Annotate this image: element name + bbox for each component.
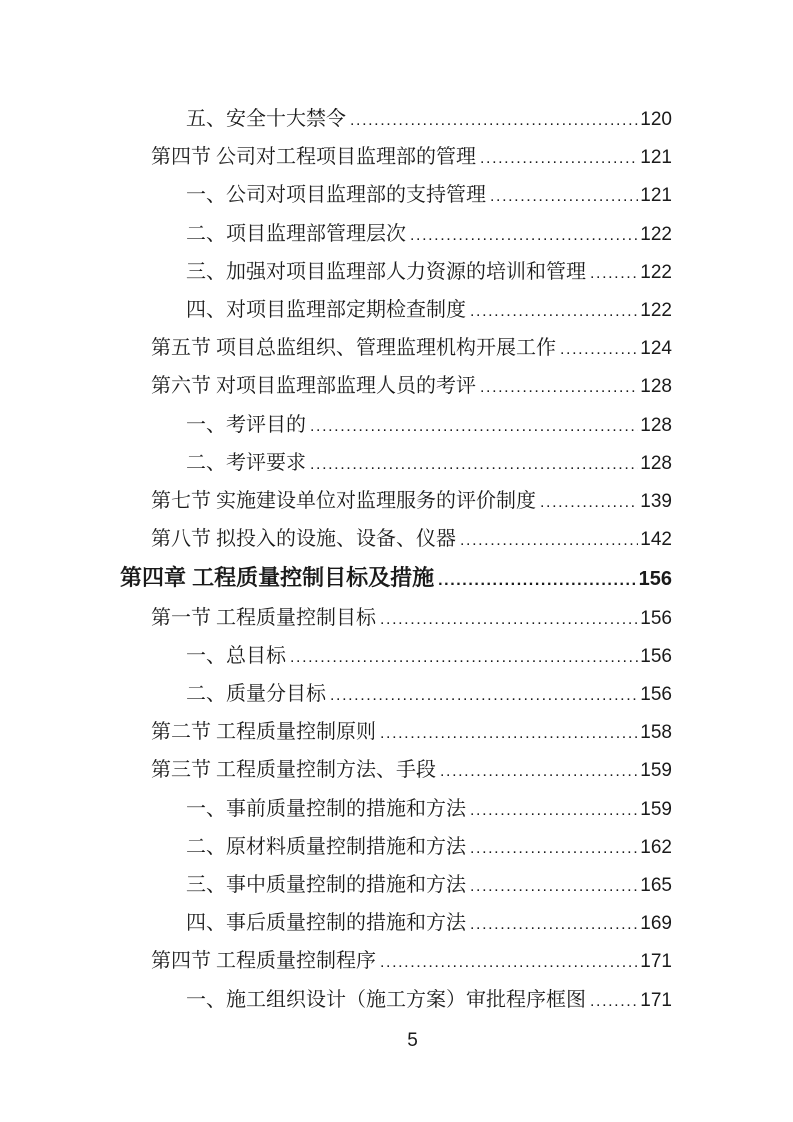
toc-entry-title: 三、事中质量控制的措施和方法	[186, 874, 466, 897]
toc-dot-leader	[380, 944, 638, 981]
toc-entry[interactable]	[186, 445, 672, 483]
toc-entry-title: 第六节 对项目监理部监理人员的考评	[151, 375, 476, 398]
toc-entry-page-number: 156	[640, 607, 672, 629]
toc-entry[interactable]	[151, 330, 672, 368]
toc-entry[interactable]	[186, 791, 672, 829]
toc-entry-title: 二、质量分目标	[186, 683, 326, 706]
toc-entry-title: 五、安全十大禁令	[186, 108, 346, 130]
toc-entry[interactable]	[151, 139, 672, 177]
toc-entry-title: 第三节 工程质量控制方法、手段	[151, 759, 436, 782]
toc-dot-leader	[540, 484, 638, 521]
toc-entry[interactable]	[120, 559, 672, 599]
toc-entry[interactable]	[151, 600, 672, 638]
toc-entry-title: 二、原材料质量控制措施和方法	[186, 835, 466, 858]
toc-dot-leader	[410, 217, 638, 254]
toc-dot-leader	[460, 522, 638, 559]
footer-page-number: 5	[407, 1030, 418, 1051]
toc-dot-leader	[380, 715, 638, 752]
toc-dot-leader	[560, 331, 638, 368]
toc-entry[interactable]	[151, 521, 672, 559]
toc-dot-leader	[310, 408, 638, 445]
toc-dot-leader	[330, 677, 638, 714]
toc-entry-page-number: 128	[640, 414, 672, 436]
toc-entry-page-number: 124	[640, 338, 672, 360]
toc-entry[interactable]	[186, 407, 672, 445]
toc-entry-title: 一、考评目的	[186, 413, 306, 436]
toc-entry[interactable]	[151, 943, 672, 981]
toc-entry-page-number: 122	[640, 300, 672, 322]
toc-entry-page-number: 162	[640, 836, 672, 858]
toc-entry-page-number: 159	[640, 798, 672, 820]
toc-dot-leader	[440, 753, 638, 790]
toc-entry-title: 四、事后质量控制的措施和方法	[186, 912, 466, 935]
toc-entry-title: 第四节 工程质量控制程序	[151, 950, 376, 973]
toc-entry-title: 第四章 工程质量控制目标及措施	[120, 565, 435, 591]
toc-entry-title: 一、公司对项目监理部的支持管理	[186, 184, 486, 207]
toc-entry-page-number: 128	[640, 452, 672, 474]
toc-entry-page-number: 156	[638, 568, 672, 591]
toc-dot-leader	[480, 140, 638, 177]
toc-entry-title: 一、施工组织设计（施工方案）审批程序框图	[186, 988, 586, 1011]
toc-dot-leader	[590, 983, 638, 1020]
toc-entry[interactable]	[151, 752, 672, 790]
toc-entry-title: 二、考评要求	[186, 451, 306, 474]
toc-entry-page-number: 139	[640, 491, 672, 513]
toc-entry-page-number: 142	[640, 529, 672, 551]
table-of-contents	[0, 101, 672, 1020]
toc-entry-page-number: 122	[640, 261, 672, 283]
toc-dot-leader	[480, 369, 638, 406]
toc-entry[interactable]	[186, 216, 672, 254]
toc-entry-page-number: 156	[640, 684, 672, 706]
toc-entry-page-number: 122	[640, 223, 672, 245]
toc-entry[interactable]	[151, 714, 672, 752]
toc-dot-leader	[350, 102, 638, 139]
toc-entry-title: 四、对项目监理部定期检查制度	[186, 299, 466, 322]
toc-entry[interactable]	[186, 829, 672, 867]
toc-entry-title: 一、事前质量控制的措施和方法	[186, 797, 466, 820]
toc-entry-page-number: 120	[640, 109, 672, 130]
toc-entry-page-number: 171	[640, 951, 672, 973]
toc-entry-page-number: 165	[640, 875, 672, 897]
toc-entry[interactable]	[186, 101, 672, 139]
toc-entry-page-number: 121	[640, 147, 672, 169]
toc-entry-title: 第二节 工程质量控制原则	[151, 721, 376, 744]
toc-entry-page-number: 128	[640, 376, 672, 398]
toc-entry[interactable]	[186, 676, 672, 714]
toc-dot-leader	[470, 906, 638, 943]
toc-dot-leader	[380, 601, 638, 638]
toc-entry[interactable]	[186, 982, 672, 1020]
toc-dot-leader	[490, 178, 638, 215]
toc-entry-title: 一、总目标	[186, 644, 286, 667]
toc-entry-page-number: 159	[640, 760, 672, 782]
toc-dot-leader	[470, 868, 638, 905]
toc-entry-page-number: 156	[640, 645, 672, 667]
toc-entry[interactable]	[151, 483, 672, 521]
toc-entry-title: 第一节 工程质量控制目标	[151, 606, 376, 629]
toc-entry-title: 第四节 公司对工程项目监理部的管理	[151, 146, 476, 169]
toc-entry[interactable]	[186, 638, 672, 676]
toc-dot-leader	[590, 255, 638, 292]
toc-dot-leader	[470, 830, 638, 867]
toc-entry-page-number: 169	[640, 913, 672, 935]
toc-entry[interactable]	[186, 254, 672, 292]
toc-entry-title: 第八节 拟投入的设施、设备、仪器	[151, 528, 456, 551]
toc-entry-page-number: 171	[640, 989, 672, 1011]
toc-dot-leader	[470, 792, 638, 829]
toc-dot-leader	[310, 446, 638, 483]
toc-entry[interactable]	[186, 905, 672, 943]
toc-dot-leader	[290, 639, 638, 676]
toc-dot-leader	[470, 293, 638, 330]
toc-dot-leader	[438, 562, 637, 599]
toc-entry[interactable]	[186, 177, 672, 215]
toc-entry[interactable]	[186, 867, 672, 905]
toc-entry-page-number: 158	[640, 722, 672, 744]
toc-entry-title: 第七节 实施建设单位对监理服务的评价制度	[151, 490, 536, 513]
toc-entry-title: 三、加强对项目监理部人力资源的培训和管理	[186, 260, 586, 283]
toc-entry-page-number: 121	[640, 185, 672, 207]
toc-entry-title: 第五节 项目总监组织、管理监理机构开展工作	[151, 337, 556, 360]
toc-entry[interactable]	[151, 368, 672, 406]
toc-entry-title: 二、项目监理部管理层次	[186, 222, 406, 245]
toc-entry[interactable]	[186, 292, 672, 330]
